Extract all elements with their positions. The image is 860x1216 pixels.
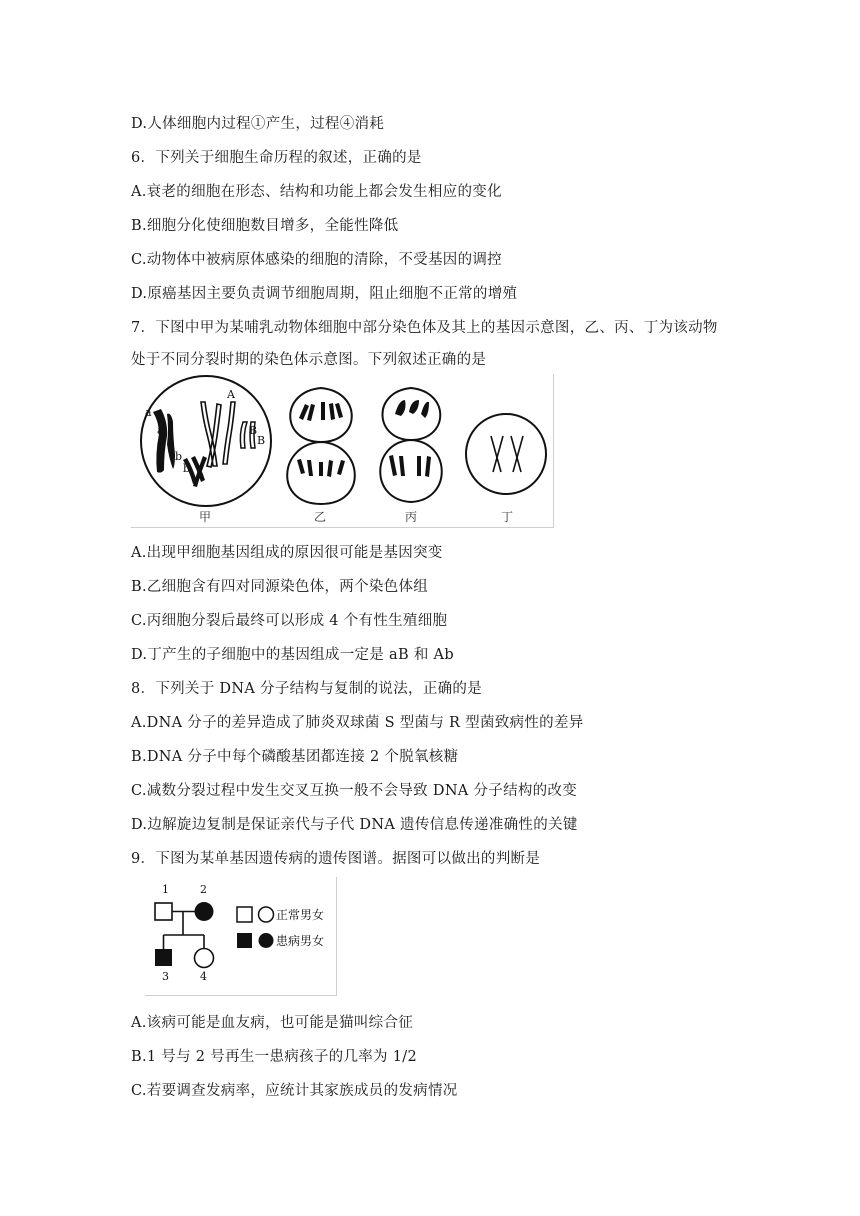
gene-label: a xyxy=(157,424,164,437)
legend-affected-female-icon xyxy=(259,933,274,948)
legend-affected-male-icon xyxy=(237,933,252,948)
question-7-stem: 7．下图中甲为某哺乳动物体细胞中部分染色体及其上的基因示意图，乙、丙、丁为该动物 xyxy=(131,320,718,336)
member-number: 2 xyxy=(200,883,207,896)
legend-normal-label: 正常男女 xyxy=(276,908,325,922)
option-line: D.人体细胞内过程①产生，过程④消耗 xyxy=(131,116,385,132)
legend-normal-male-icon xyxy=(237,907,252,922)
q6-option-b: B.细胞分化使细胞数目增多，全能性降低 xyxy=(131,218,399,234)
member-2-affected-female xyxy=(195,902,214,921)
cell-label-bing: 丙 xyxy=(405,510,418,524)
member-number: 1 xyxy=(162,883,169,896)
q6-option-a: A.衰老的细胞在形态、结构和功能上都会发生相应的变化 xyxy=(131,184,502,200)
cell-label-ding: 丁 xyxy=(501,510,514,524)
cell-label-jia: 甲 xyxy=(199,510,212,524)
gene-label: B xyxy=(257,434,266,447)
q7-option-d: D.丁产生的子细胞中的基因组成一定是 aB 和 Ab xyxy=(131,647,454,663)
cell-jia-chromosomes xyxy=(153,402,258,487)
q7-option-c: C.丙细胞分裂后最终可以形成 4 个有性生殖细胞 xyxy=(131,613,448,629)
gene-label: b xyxy=(183,462,191,475)
q6-option-d: D.原癌基因主要负责调节细胞周期，阻止细胞不正常的增殖 xyxy=(131,286,518,302)
gene-label: A xyxy=(227,388,235,401)
question-9-stem: 9．下图为某单基因遗传病的遗传图谱。据图可以做出的判断是 xyxy=(131,851,541,867)
q9-option-b: B.1 号与 2 号再生一患病孩子的几率为 1/2 xyxy=(131,1049,417,1065)
question-7-stem-cont: 处于不同分裂时期的染色体示意图。下列叙述正确的是 xyxy=(131,352,487,368)
cell-bing xyxy=(380,388,442,502)
gene-label: b xyxy=(175,450,183,463)
gene-label: a xyxy=(145,406,152,419)
q8-option-b: B.DNA 分子中每个磷酸基团都连接 2 个脱氧核糖 xyxy=(131,749,459,765)
q7-option-a: A.出现甲细胞基因组成的原因很可能是基因突变 xyxy=(131,545,443,561)
member-3-affected-male xyxy=(155,949,172,966)
gene-label: B xyxy=(249,424,258,437)
cell-yi-chromosomes xyxy=(297,402,345,477)
q8-option-a: A.DNA 分子的差异造成了肺炎双球菌 S 型菌与 R 型菌致病性的差异 xyxy=(131,715,584,731)
member-1-normal-male xyxy=(155,903,172,920)
q8-option-d: D.边解旋边复制是保证亲代与子代 DNA 遗传信息传递准确性的关键 xyxy=(131,817,578,833)
member-number: 3 xyxy=(162,970,169,983)
member-number: 4 xyxy=(200,970,207,983)
cell-ding-chromosomes xyxy=(491,436,523,472)
q7-option-b: B.乙细胞含有四对同源染色体，两个染色体组 xyxy=(131,579,429,595)
legend-affected-label: 患病男女 xyxy=(276,934,325,948)
q6-option-c: C.动物体中被病原体感染的细胞的清除，不受基因的调控 xyxy=(131,252,502,268)
q8-option-c: C.减数分裂过程中发生交叉互换一般不会导致 DNA 分子结构的改变 xyxy=(131,783,578,799)
cell-label-yi: 乙 xyxy=(314,510,327,524)
pedigree-figure xyxy=(145,877,337,996)
cell-division-figure xyxy=(131,374,554,528)
question-6-stem: 6．下列关于细胞生命历程的叙述，正确的是 xyxy=(131,150,422,166)
legend-normal-female-icon xyxy=(259,907,274,922)
q9-option-c: C.若要调查发病率，应统计其家族成员的发病情况 xyxy=(131,1083,458,1099)
q9-option-a: A.该病可能是血友病，也可能是猫叫综合征 xyxy=(131,1015,414,1031)
member-4-normal-female xyxy=(195,949,214,968)
cell-ding xyxy=(466,414,546,494)
question-8-stem: 8．下列关于 DNA 分子结构与复制的说法，正确的是 xyxy=(131,681,483,697)
